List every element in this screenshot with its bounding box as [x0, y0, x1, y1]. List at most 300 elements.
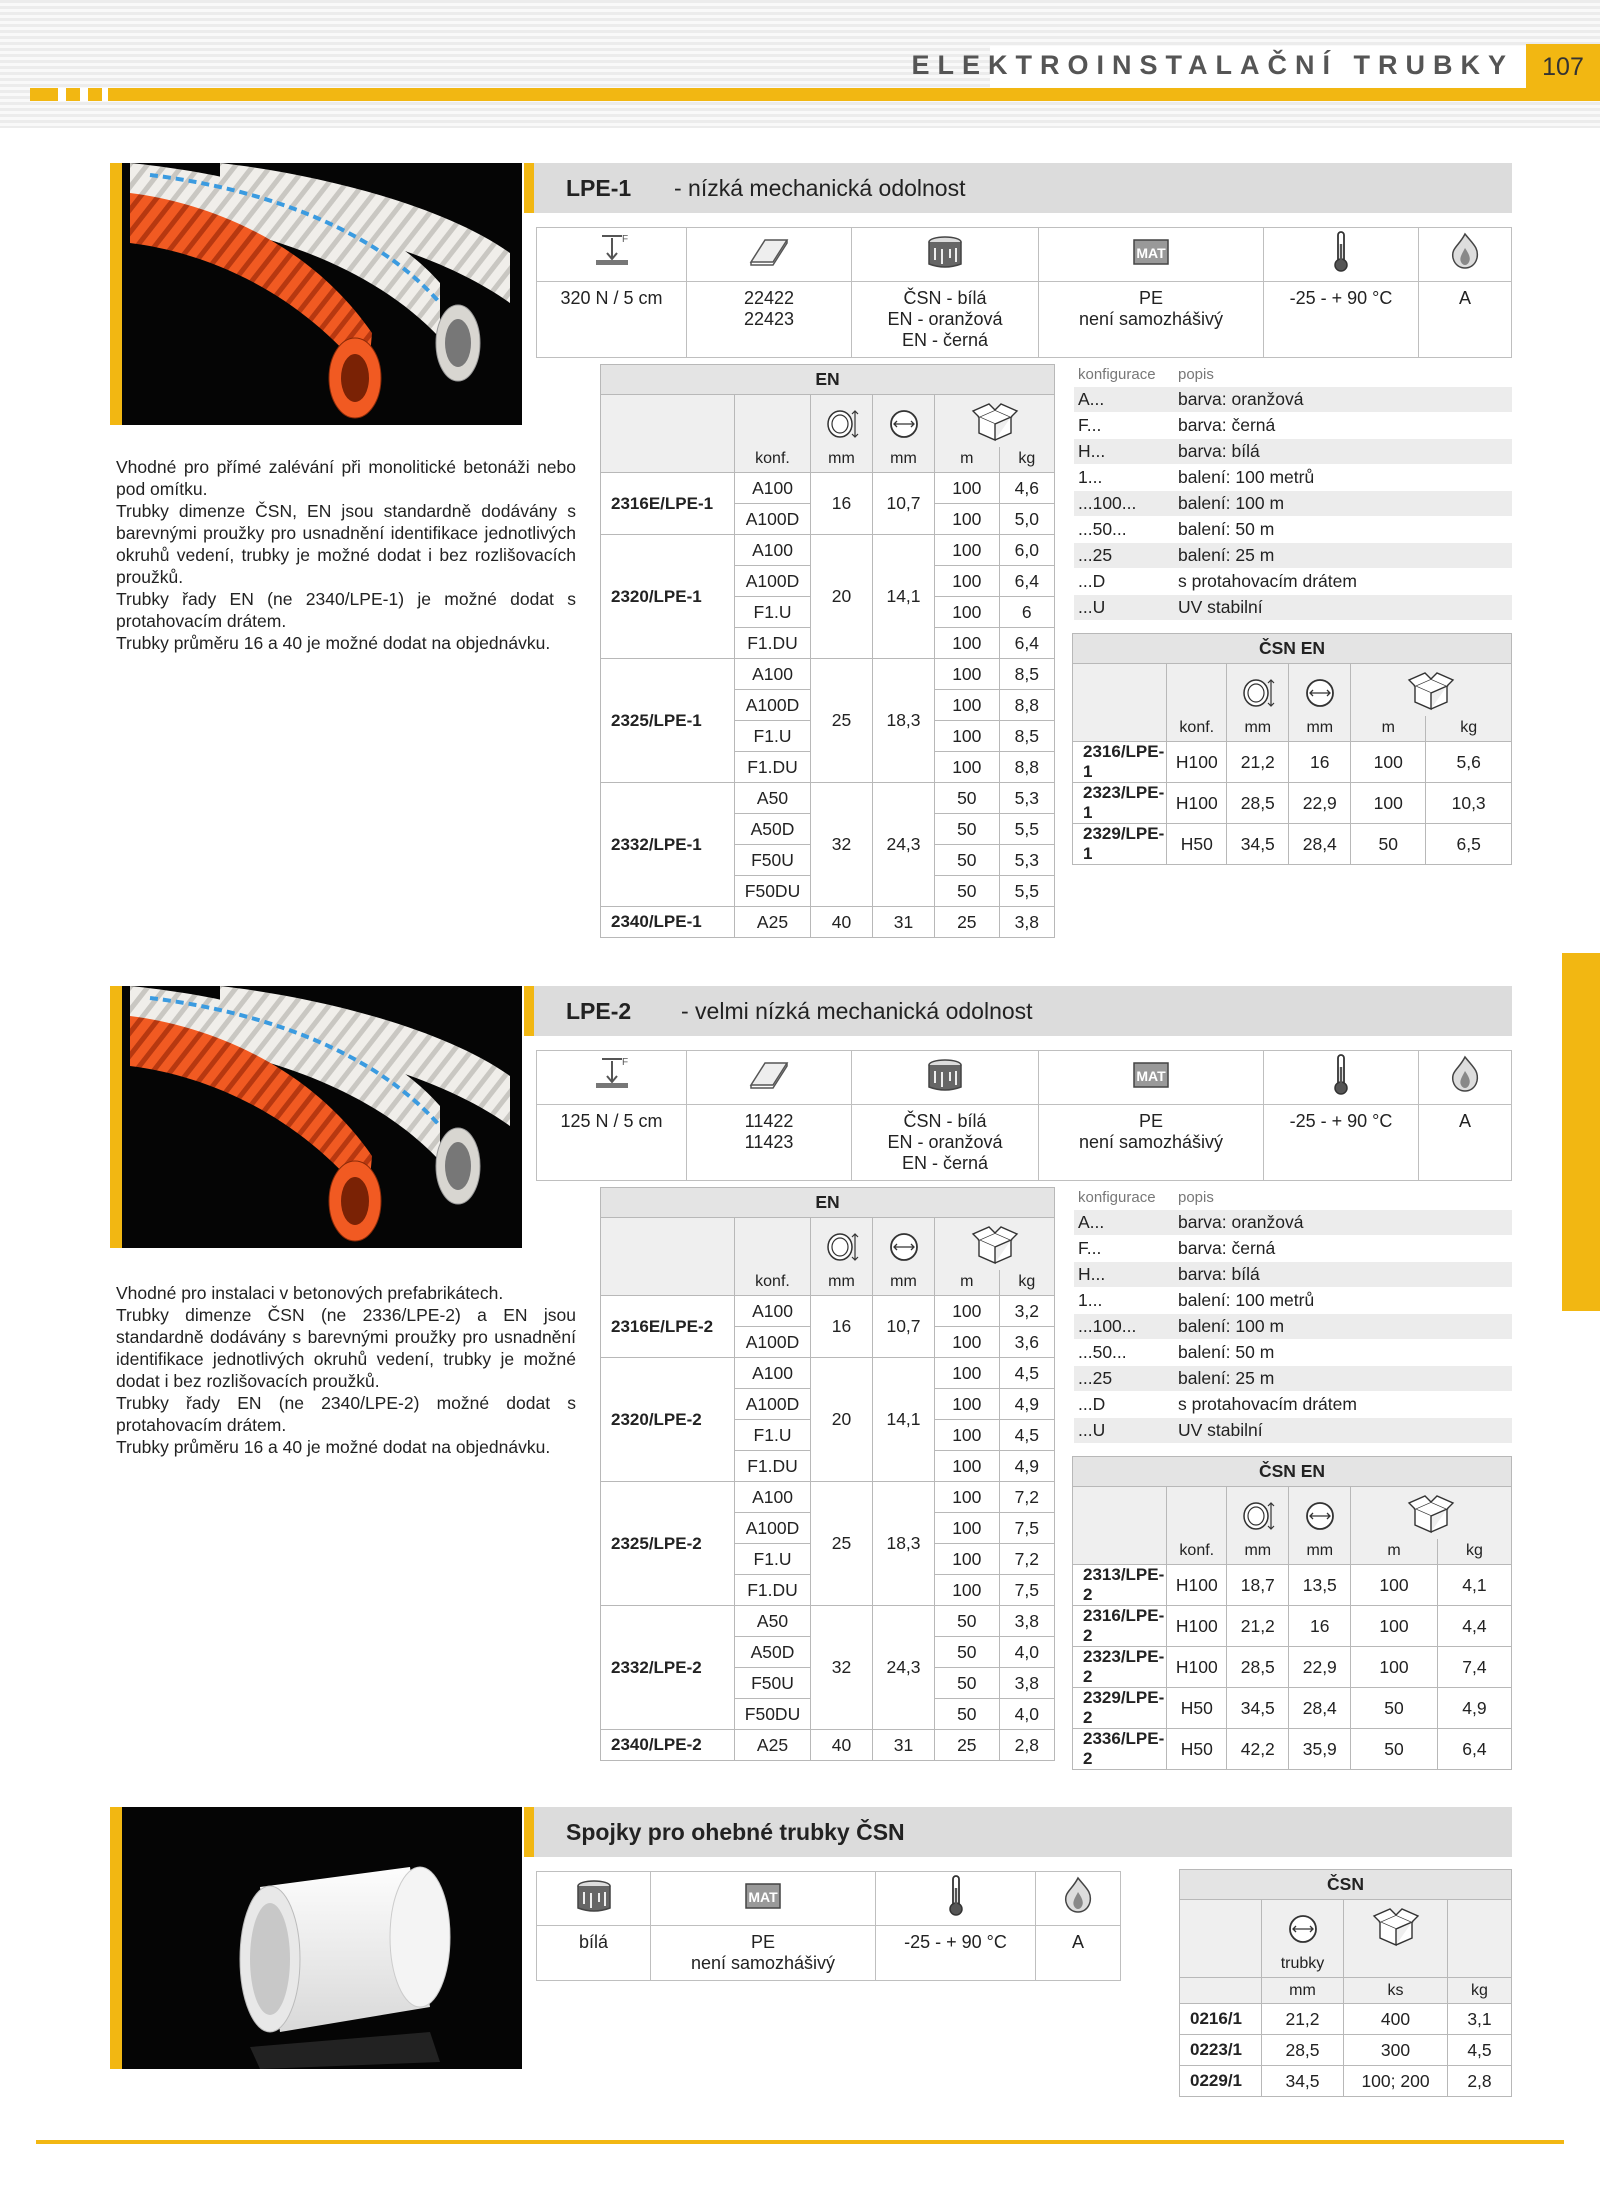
- config-row: [1074, 1339, 1512, 1365]
- material-note: není samozhášivý: [690, 1953, 836, 1973]
- config-row: [1074, 464, 1512, 490]
- table-cell: 100; 200: [1344, 2066, 1448, 2097]
- product-code: 2329/LPE-1: [1073, 824, 1167, 865]
- outer-diameter: 20: [811, 535, 873, 659]
- product-code: 2316E/LPE-1: [601, 473, 735, 535]
- table-cell: 400: [1344, 2004, 1448, 2035]
- config-description: barva: oranžová: [1174, 1209, 1512, 1235]
- icon-row: [601, 1218, 1055, 1270]
- type-value: 11423: [744, 1132, 794, 1152]
- length-cell: 50: [935, 1606, 1000, 1637]
- section-bar-accent: [524, 1807, 534, 1857]
- config-code: ...50...: [1074, 1339, 1174, 1365]
- product-code: 2336/LPE-2: [1073, 1729, 1167, 1770]
- side-tab-marker: [1562, 953, 1600, 1311]
- table-cell: H100: [1167, 1647, 1227, 1688]
- product-code: 2329/LPE-2: [1073, 1688, 1167, 1729]
- config-cell: F1.DU: [735, 752, 811, 783]
- table-cell: 34,5: [1227, 1688, 1289, 1729]
- color-icon: [852, 1051, 1039, 1105]
- config-header: [1074, 1187, 1512, 1209]
- unit-label: mm: [1227, 1539, 1289, 1565]
- page-header-title: ELEKTROINSTALAČNÍ TRUBKY: [911, 50, 1514, 80]
- weight-cell: 5,5: [999, 814, 1054, 845]
- table-cell: 28,4: [1289, 1688, 1351, 1729]
- config-header: [1074, 364, 1512, 386]
- table-cell: 100: [1351, 1647, 1438, 1688]
- table-row: [1180, 2066, 1512, 2097]
- lpe2-csn-en-table: [1072, 1456, 1512, 1770]
- config-cell: A100: [735, 535, 811, 566]
- config-row: [1074, 594, 1512, 620]
- coupling-material-values: [651, 1926, 876, 1981]
- box-icon: [935, 395, 1055, 447]
- flame-icon: [1036, 1872, 1121, 1926]
- units-row: [1073, 1539, 1512, 1565]
- weight-cell: 3,2: [999, 1296, 1054, 1327]
- config-description: balení: 25 m: [1174, 1365, 1512, 1391]
- table-spacer: [601, 447, 735, 473]
- table-cell: H50: [1167, 1688, 1227, 1729]
- table-row: [601, 1358, 1055, 1389]
- length-cell: 100: [935, 690, 1000, 721]
- table-cell: 4,5: [1448, 2035, 1512, 2066]
- config-row: [1074, 386, 1512, 412]
- diameter-icon: [873, 1218, 935, 1270]
- coupling-csn-table: [1179, 1869, 1512, 2097]
- unit-label: mm: [873, 1270, 935, 1296]
- weight-cell: 3,8: [999, 1668, 1054, 1699]
- flame-icon: [1419, 228, 1512, 282]
- config-row: [1074, 1209, 1512, 1235]
- force-icon: [537, 228, 687, 282]
- diameter-icon: [1262, 1900, 1344, 1952]
- table-spacer: [1073, 1539, 1167, 1565]
- table-cell: 21,2: [1262, 2004, 1344, 2035]
- length-cell: 100: [935, 1358, 1000, 1389]
- config-cell: A100: [735, 1296, 811, 1327]
- config-description: barva: bílá: [1174, 1261, 1512, 1287]
- box-icon: [935, 1218, 1055, 1270]
- product-code: 2340/LPE-2: [601, 1730, 735, 1761]
- table-cell: 50: [1351, 824, 1426, 865]
- config-code: ...25: [1074, 1365, 1174, 1391]
- inner-diameter: 10,7: [873, 1296, 935, 1358]
- unit-label: m: [1351, 1539, 1438, 1565]
- table-row: [1180, 2004, 1512, 2035]
- config-description: balení: 50 m: [1174, 1339, 1512, 1365]
- length-cell: 50: [935, 1637, 1000, 1668]
- config-description: balení: 100 m: [1174, 490, 1512, 516]
- table-row: [601, 535, 1055, 566]
- unit-label: mm: [1289, 716, 1351, 742]
- weight-cell: 4,5: [999, 1420, 1054, 1451]
- table-cell: H100: [1167, 1606, 1227, 1647]
- config-code: A...: [1074, 1209, 1174, 1235]
- length-cell: 100: [935, 1513, 1000, 1544]
- lpe1-code: LPE-1: [566, 175, 632, 201]
- length-cell: 100: [935, 1327, 1000, 1358]
- lpe1-properties-table: [536, 227, 1512, 358]
- weight-cell: 5,0: [999, 504, 1054, 535]
- weight-cell: 4,9: [999, 1451, 1054, 1482]
- lpe2-product-photo: [110, 986, 522, 1248]
- length-cell: 50: [935, 783, 1000, 814]
- table-row: [601, 473, 1055, 504]
- config-code: F...: [1074, 412, 1174, 438]
- outer-diameter: 16: [811, 473, 873, 535]
- length-cell: 100: [935, 1544, 1000, 1575]
- config-row: [1074, 568, 1512, 594]
- config-cell: F1.U: [735, 597, 811, 628]
- description-paragraph: Trubky dimenze ČSN (ne 2336/LPE-2) a EN jsou standardně dodávány s barevnými proužky pro usnadnění identifikace jednotlivých okruhů vedení, trubky je možné dodat i bez rozlišovacích proužků.: [116, 1305, 576, 1391]
- table-spacer: [1167, 1487, 1227, 1539]
- config-cell: A100: [735, 473, 811, 504]
- description-paragraph: Trubky řady EN (ne 2340/LPE-1) je možné dodat s protahovacím drátem.: [116, 589, 576, 631]
- config-description: UV stabilní: [1174, 594, 1512, 620]
- outer-diameter: 32: [811, 1606, 873, 1730]
- config-description: balení: 50 m: [1174, 516, 1512, 542]
- config-cell: A50: [735, 783, 811, 814]
- config-row: [1074, 542, 1512, 568]
- weight-cell: 4,0: [999, 1637, 1054, 1668]
- photo-accent-stripe: [110, 163, 122, 425]
- corrugated-tubes-image: [110, 163, 522, 425]
- config-code: ...100...: [1074, 490, 1174, 516]
- config-cell: A100D: [735, 504, 811, 535]
- coupling-image: [110, 1807, 522, 2069]
- table-row: [601, 783, 1055, 814]
- description-header-label: popis: [1174, 364, 1512, 386]
- description-paragraph: Trubky řady EN (ne 2340/LPE-2) možné dodat s protahovacím drátem.: [116, 1393, 576, 1435]
- config-row: [1074, 438, 1512, 464]
- table-row: [1073, 742, 1512, 783]
- lpe2-en-table: [600, 1187, 1055, 1761]
- config-row: [1074, 516, 1512, 542]
- length-cell: 100: [935, 752, 1000, 783]
- material-icon: [651, 1872, 876, 1926]
- config-cell: A100D: [735, 566, 811, 597]
- box-icon: [1351, 1487, 1512, 1539]
- photo-accent-stripe: [110, 1807, 122, 2069]
- description-paragraph: Trubky průměru 16 a 40 je možné dodat na objednávku.: [116, 633, 551, 653]
- table-cell: 4,1: [1437, 1565, 1511, 1606]
- unit-label: m: [935, 1270, 1000, 1296]
- coupling-fire-value: A: [1036, 1926, 1121, 1981]
- lpe1-temp-value: -25 - + 90 °C: [1264, 282, 1419, 358]
- config-cell: A100: [735, 1482, 811, 1513]
- weight-cell: 4,9: [999, 1389, 1054, 1420]
- config-row: [1074, 1391, 1512, 1417]
- product-code: 2340/LPE-1: [601, 907, 735, 938]
- product-code: 2320/LPE-2: [601, 1358, 735, 1482]
- config-cell: F1.DU: [735, 628, 811, 659]
- table-spacer: [1167, 664, 1227, 716]
- unit-label: kg: [1448, 1978, 1512, 2004]
- description-paragraph: Trubky průměru 16 a 40 je možné dodat na objednávku.: [116, 1437, 551, 1457]
- lpe2-section-bar: [524, 986, 1512, 1036]
- table-cell: 35,9: [1289, 1729, 1351, 1770]
- config-row: [1074, 412, 1512, 438]
- lpe1-description: [116, 456, 576, 654]
- table-row: [1073, 1729, 1512, 1770]
- unit-label: trubky: [1262, 1952, 1344, 1978]
- table-cell: 13,5: [1289, 1565, 1351, 1606]
- weight-cell: 7,5: [999, 1513, 1054, 1544]
- table-cell: H100: [1167, 742, 1227, 783]
- table-cell: 100: [1351, 1606, 1438, 1647]
- coil-diameter-icon: [811, 395, 873, 447]
- weight-cell: 3,6: [999, 1327, 1054, 1358]
- header-row: [601, 1188, 1055, 1218]
- inner-diameter: 31: [873, 1730, 935, 1761]
- color-value: EN - oranžová: [887, 309, 1003, 329]
- table-row: [601, 1296, 1055, 1327]
- section-bar-accent: [524, 163, 534, 213]
- config-cell: F50DU: [735, 1699, 811, 1730]
- units-row: [601, 447, 1055, 473]
- length-cell: 50: [935, 876, 1000, 907]
- table-cell: 7,4: [1437, 1647, 1511, 1688]
- config-cell: F50DU: [735, 876, 811, 907]
- icon-row: [1073, 664, 1512, 716]
- length-cell: 100: [935, 659, 1000, 690]
- config-description: UV stabilní: [1174, 1417, 1512, 1443]
- table-cell: 50: [1351, 1688, 1438, 1729]
- config-code: ...U: [1074, 1417, 1174, 1443]
- units-row: [601, 1270, 1055, 1296]
- color-icon: [852, 228, 1039, 282]
- outer-diameter: 25: [811, 659, 873, 783]
- table-spacer: [1180, 1952, 1262, 1978]
- config-row: [1074, 1313, 1512, 1339]
- photo-accent-stripe: [110, 986, 122, 1248]
- product-code: 2323/LPE-2: [1073, 1647, 1167, 1688]
- weight-cell: 8,8: [999, 690, 1054, 721]
- config-description: barva: černá: [1174, 412, 1512, 438]
- config-description: barva: oranžová: [1174, 386, 1512, 412]
- table-cell: H50: [1167, 824, 1227, 865]
- lpe1-en-table: [600, 364, 1055, 938]
- tube-type-icon: [687, 1051, 852, 1105]
- length-cell: 25: [935, 907, 1000, 938]
- unit-label: konf.: [1167, 1539, 1227, 1565]
- config-description: barva: bílá: [1174, 438, 1512, 464]
- header-accent-ticks: [44, 88, 108, 101]
- product-code: 0216/1: [1180, 2004, 1262, 2035]
- table-spacer: [601, 1270, 735, 1296]
- table-cell: 28,5: [1227, 783, 1289, 824]
- outer-diameter: 40: [811, 907, 873, 938]
- box-icon: [1351, 664, 1512, 716]
- table-cell: H100: [1167, 783, 1227, 824]
- table-row: [601, 907, 1055, 938]
- weight-cell: 6: [999, 597, 1054, 628]
- force-icon: [537, 1051, 687, 1105]
- type-value: 22423: [743, 309, 795, 329]
- material-value: PE: [1138, 1111, 1163, 1131]
- config-row: [1074, 1261, 1512, 1287]
- header-row: [601, 365, 1055, 395]
- unit-label: konf.: [735, 447, 811, 473]
- lpe2-properties-table: [536, 1050, 1512, 1181]
- unit-label: mm: [811, 447, 873, 473]
- inner-diameter: 24,3: [873, 783, 935, 907]
- lpe2-temp-value: -25 - + 90 °C: [1264, 1105, 1419, 1181]
- unit-label: konf.: [1167, 716, 1227, 742]
- config-code: ...U: [1074, 594, 1174, 620]
- table-cell: 10,3: [1426, 783, 1512, 824]
- length-cell: 25: [935, 1730, 1000, 1761]
- unit-label: konf.: [735, 1270, 811, 1296]
- config-description: balení: 25 m: [1174, 542, 1512, 568]
- config-cell: A50D: [735, 814, 811, 845]
- config-code: 1...: [1074, 464, 1174, 490]
- table-cell: 42,2: [1227, 1729, 1289, 1770]
- header-accent-line: [30, 88, 1600, 101]
- config-cell: F50U: [735, 1668, 811, 1699]
- length-cell: 100: [935, 1575, 1000, 1606]
- flame-icon: [1419, 1051, 1512, 1105]
- outer-diameter: 25: [811, 1482, 873, 1606]
- section-bar-accent: [524, 986, 534, 1036]
- coil-diameter-icon: [1227, 1487, 1289, 1539]
- table-cell: 34,5: [1262, 2066, 1344, 2097]
- length-cell: 100: [935, 597, 1000, 628]
- unit-label: mm: [1262, 1978, 1344, 2004]
- product-code: 2325/LPE-1: [601, 659, 735, 783]
- product-code: 2332/LPE-1: [601, 783, 735, 907]
- table-row: [1073, 1647, 1512, 1688]
- config-row: [1074, 1417, 1512, 1443]
- icon-row: [1073, 1487, 1512, 1539]
- config-row: [1074, 1365, 1512, 1391]
- inner-diameter: 24,3: [873, 1606, 935, 1730]
- table-row: [601, 1730, 1055, 1761]
- coupling-color-value: bílá: [537, 1926, 651, 1981]
- table-cell: 34,5: [1227, 824, 1289, 865]
- lpe1-material-values: [1039, 282, 1264, 358]
- material-value: PE: [1138, 288, 1163, 308]
- table-cell: 28,4: [1289, 824, 1351, 865]
- weight-cell: 6,4: [999, 628, 1054, 659]
- config-description: balení: 100 m: [1174, 1313, 1512, 1339]
- table-cell: 100: [1351, 742, 1426, 783]
- config-cell: F1.DU: [735, 1451, 811, 1482]
- config-code: H...: [1074, 438, 1174, 464]
- material-icon: [1039, 228, 1264, 282]
- table-spacer: [1180, 1978, 1262, 2004]
- coupling-product-photo: [110, 1807, 522, 2069]
- lpe2-subtitle: - velmi nízká mechanická odolnost: [681, 998, 1033, 1024]
- color-value: ČSN - bílá: [903, 1111, 987, 1131]
- table-title: ČSN EN: [1073, 634, 1512, 664]
- unit-label: mm: [1227, 716, 1289, 742]
- table-cell: 16: [1289, 1606, 1351, 1647]
- config-code: ...D: [1074, 568, 1174, 594]
- length-cell: 50: [935, 814, 1000, 845]
- config-code: F...: [1074, 1235, 1174, 1261]
- config-description: s protahovacím drátem: [1174, 568, 1512, 594]
- table-cell: 4,4: [1437, 1606, 1511, 1647]
- table-cell: 28,5: [1262, 2035, 1344, 2066]
- table-spacer: [1073, 664, 1167, 716]
- config-description: balení: 100 metrů: [1174, 1287, 1512, 1313]
- table-row: [1073, 824, 1512, 865]
- config-code: ...100...: [1074, 1313, 1174, 1339]
- table-spacer: [735, 1218, 811, 1270]
- config-row: [1074, 1235, 1512, 1261]
- weight-cell: 2,8: [999, 1730, 1054, 1761]
- diameter-icon: [1289, 664, 1351, 716]
- table-cell: 50: [1351, 1729, 1438, 1770]
- config-cell: F1.DU: [735, 1575, 811, 1606]
- config-code: A...: [1074, 386, 1174, 412]
- coil-diameter-icon: [811, 1218, 873, 1270]
- config-cell: F50U: [735, 845, 811, 876]
- lpe2-material-values: [1039, 1105, 1264, 1181]
- material-note: není samozhášivý: [1078, 1132, 1224, 1152]
- outer-diameter: 20: [811, 1358, 873, 1482]
- material-note: není samozhášivý: [1078, 309, 1224, 329]
- header-row: [1073, 634, 1512, 664]
- table-cell: 16: [1289, 742, 1351, 783]
- weight-cell: 7,2: [999, 1544, 1054, 1575]
- inner-diameter: 18,3: [873, 659, 935, 783]
- lpe2-description: [116, 1282, 576, 1458]
- weight-cell: 5,3: [999, 845, 1054, 876]
- product-code: 2325/LPE-2: [601, 1482, 735, 1606]
- inner-diameter: 14,1: [873, 1358, 935, 1482]
- lpe2-force-value: 125 N / 5 cm: [537, 1105, 687, 1181]
- inner-diameter: 18,3: [873, 1482, 935, 1606]
- lpe1-color-values: [852, 282, 1039, 358]
- table-spacer: [1180, 1900, 1262, 1952]
- table-title: ČSN EN: [1073, 1457, 1512, 1487]
- lpe2-color-values: [852, 1105, 1039, 1181]
- weight-cell: 6,4: [999, 566, 1054, 597]
- coil-diameter-icon: [1227, 664, 1289, 716]
- weight-cell: 4,6: [999, 473, 1054, 504]
- table-cell: 6,5: [1426, 824, 1512, 865]
- table-spacer: [735, 395, 811, 447]
- table-row: [1073, 1688, 1512, 1729]
- table-title: EN: [601, 365, 1055, 395]
- product-code: 2316E/LPE-2: [601, 1296, 735, 1358]
- outer-diameter: 16: [811, 1296, 873, 1358]
- config-cell: F1.U: [735, 721, 811, 752]
- page-number: 107: [1526, 44, 1600, 96]
- unit-label: m: [1351, 716, 1426, 742]
- lpe1-section-bar: [524, 163, 1512, 213]
- lpe2-code: LPE-2: [566, 998, 632, 1024]
- config-description: s protahovacím drátem: [1174, 1391, 1512, 1417]
- config-cell: A100: [735, 659, 811, 690]
- description-header-label: popis: [1174, 1187, 1512, 1209]
- product-code: 0229/1: [1180, 2066, 1262, 2097]
- corrugated-tubes-image: [110, 986, 522, 1248]
- table-cell: 18,7: [1227, 1565, 1289, 1606]
- lpe1-config-table: [1074, 364, 1512, 621]
- table-cell: 300: [1344, 2035, 1448, 2066]
- thermometer-icon: [1264, 228, 1419, 282]
- config-cell: A100D: [735, 690, 811, 721]
- unit-label: kg: [1426, 716, 1512, 742]
- lpe1-product-photo: [110, 163, 522, 425]
- inner-diameter: 14,1: [873, 535, 935, 659]
- color-value: EN - černá: [901, 1153, 989, 1173]
- table-spacer: [1344, 1952, 1448, 1978]
